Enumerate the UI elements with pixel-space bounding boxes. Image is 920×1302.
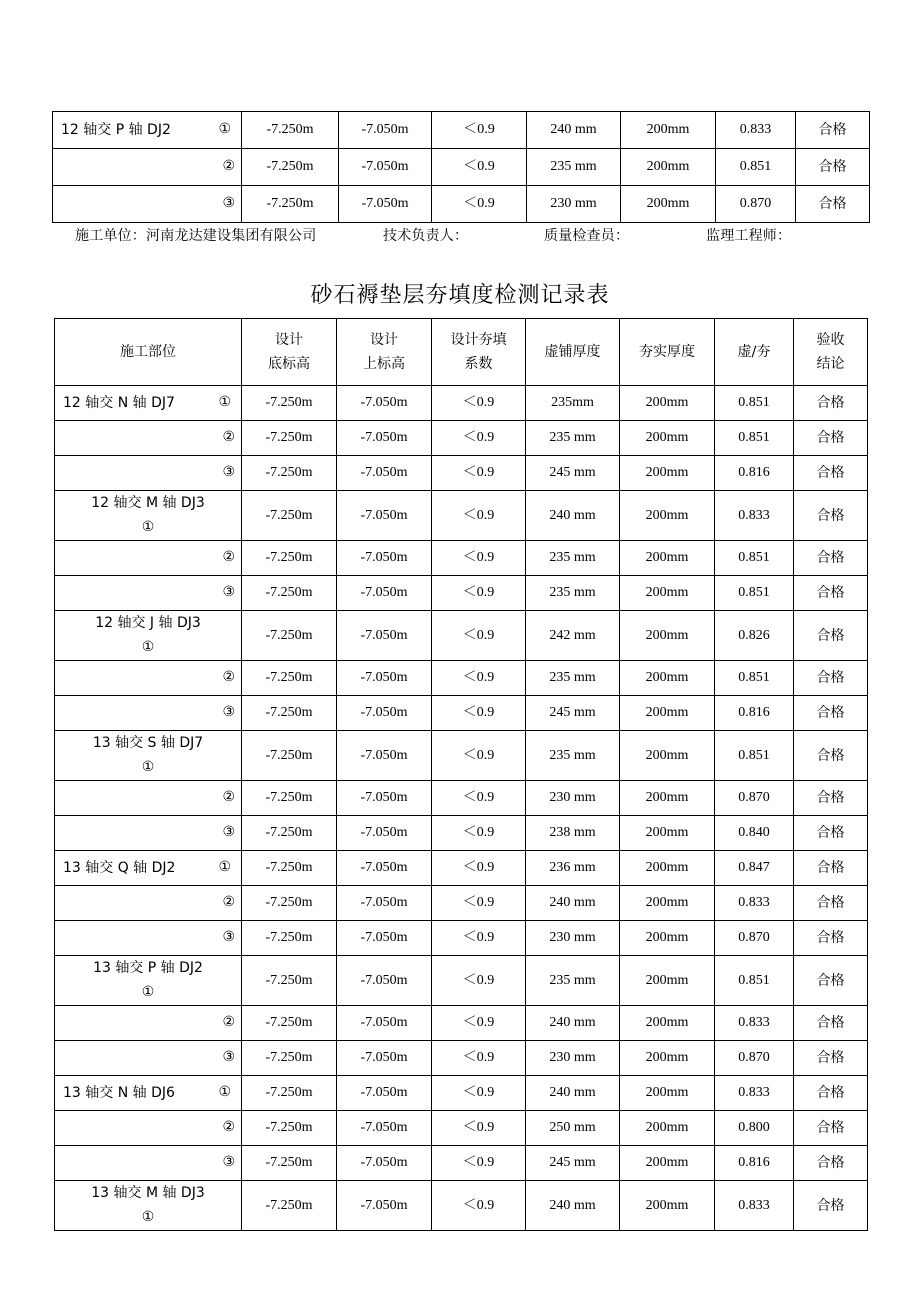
top-elevation-cell: -7.050m — [337, 781, 432, 816]
bottom-elevation-cell: -7.250m — [242, 956, 337, 1006]
result-cell: 合格 — [794, 456, 868, 491]
point-marker: ② — [222, 159, 235, 174]
bottom-elevation-cell: -7.250m — [242, 491, 337, 541]
top-elevation-cell: -7.050m — [337, 696, 432, 731]
table-row — [55, 386, 868, 421]
point-marker: ① — [141, 520, 155, 535]
table-row — [55, 1181, 868, 1231]
technical-lead-label: 技术负责人： — [383, 228, 469, 244]
location-text: 13 轴交 S 轴 DJ7 — [92, 735, 204, 751]
point-marker: ① — [218, 1085, 231, 1100]
loose-thickness-cell: 242 mm — [526, 611, 620, 661]
coefficient-cell: ＜0.9 — [432, 541, 526, 576]
compacted-thickness-cell: 200mm — [620, 886, 715, 921]
table-row — [55, 421, 868, 456]
compacted-thickness-cell: 200mm — [620, 386, 715, 421]
loose-thickness-cell: 235 mm — [526, 576, 620, 611]
location-cell — [55, 576, 242, 611]
ratio-cell: 0.833 — [715, 1076, 794, 1111]
result-cell: 合格 — [794, 661, 868, 696]
location-cell — [55, 1181, 242, 1231]
point-marker: ② — [222, 550, 235, 565]
top-elevation-cell: -7.050m — [339, 186, 432, 223]
compacted-thickness-cell: 200mm — [620, 1006, 715, 1041]
ratio-cell: 0.816 — [715, 456, 794, 491]
location-text: 12 轴交 M 轴 DJ3 — [91, 495, 205, 511]
bottom-elevation-cell: -7.250m — [242, 386, 337, 421]
top-elevation-cell: -7.050m — [337, 386, 432, 421]
result-cell: 合格 — [794, 921, 868, 956]
table-row — [55, 921, 868, 956]
bottom-elevation-cell: -7.250m — [242, 1111, 337, 1146]
top-elevation-cell: -7.050m — [337, 956, 432, 1006]
top-record-table — [52, 111, 870, 223]
ratio-cell: 0.826 — [715, 611, 794, 661]
location-cell — [55, 541, 242, 576]
table-row — [55, 1076, 868, 1111]
result-cell: 合格 — [794, 886, 868, 921]
bottom-elevation-cell: -7.250m — [242, 816, 337, 851]
loose-thickness-cell: 230 mm — [526, 781, 620, 816]
top-table-body — [53, 112, 870, 223]
result-cell: 合格 — [794, 731, 868, 781]
result-cell: 合格 — [794, 816, 868, 851]
location-cell — [55, 696, 242, 731]
top-elevation-cell: -7.050m — [337, 1076, 432, 1111]
result-cell: 合格 — [794, 1181, 868, 1231]
ratio-cell: 0.833 — [715, 1181, 794, 1231]
result-cell: 合格 — [794, 851, 868, 886]
table-row — [55, 816, 868, 851]
ratio-cell: 0.851 — [715, 541, 794, 576]
result-cell: 合格 — [794, 541, 868, 576]
table-row — [53, 186, 870, 223]
top-elevation-cell: -7.050m — [337, 611, 432, 661]
top-elevation-cell: -7.050m — [337, 731, 432, 781]
header-bottom-elevation — [242, 319, 337, 386]
location-cell — [55, 386, 242, 421]
point-marker: ① — [141, 640, 155, 655]
ratio-cell: 0.800 — [715, 1111, 794, 1146]
ratio-cell: 0.851 — [715, 576, 794, 611]
loose-thickness-cell: 240 mm — [526, 1076, 620, 1111]
point-marker: ② — [222, 1120, 235, 1135]
table-row — [55, 851, 868, 886]
point-marker: ① — [218, 395, 231, 410]
bottom-elevation-cell: -7.250m — [242, 731, 337, 781]
loose-thickness-cell: 245 mm — [526, 456, 620, 491]
top-elevation-cell: -7.050m — [339, 149, 432, 186]
location-cell — [55, 731, 242, 781]
point-marker: ③ — [222, 1050, 235, 1065]
ratio-cell: 0.870 — [715, 781, 794, 816]
location-cell — [55, 456, 242, 491]
table-row — [55, 491, 868, 541]
coefficient-cell: ＜0.9 — [432, 886, 526, 921]
result-cell: 合格 — [794, 386, 868, 421]
signature-line — [75, 225, 791, 245]
table-row — [55, 956, 868, 1006]
loose-thickness-cell: 230 mm — [526, 1041, 620, 1076]
coefficient-cell: ＜0.9 — [432, 1006, 526, 1041]
ratio-cell: 0.851 — [716, 149, 796, 186]
bottom-elevation-cell: -7.250m — [242, 112, 339, 149]
result-cell: 合格 — [794, 421, 868, 456]
location-cell — [55, 1146, 242, 1181]
loose-thickness-cell: 240 mm — [526, 1006, 620, 1041]
coefficient-cell: ＜0.9 — [432, 1041, 526, 1076]
compacted-thickness-cell: 200mm — [620, 1181, 715, 1231]
result-cell: 合格 — [794, 956, 868, 1006]
bottom-elevation-cell: -7.250m — [242, 921, 337, 956]
point-marker: ③ — [222, 705, 235, 720]
loose-thickness-cell: 235 mm — [527, 149, 621, 186]
loose-thickness-cell: 236 mm — [526, 851, 620, 886]
point-marker: ② — [222, 790, 235, 805]
bottom-elevation-cell: -7.250m — [242, 781, 337, 816]
coefficient-cell: ＜0.9 — [432, 1076, 526, 1111]
top-elevation-cell: -7.050m — [337, 851, 432, 886]
table-row — [55, 661, 868, 696]
coefficient-cell: ＜0.9 — [432, 781, 526, 816]
header-coefficient-line1: 设计夯填 — [450, 332, 507, 348]
location-cell — [55, 661, 242, 696]
location-cell — [55, 1076, 242, 1111]
location-cell — [55, 816, 242, 851]
top-elevation-cell: -7.050m — [337, 1006, 432, 1041]
coefficient-cell: ＜0.9 — [432, 491, 526, 541]
ratio-cell: 0.816 — [715, 1146, 794, 1181]
location-cell — [55, 921, 242, 956]
coefficient-cell: ＜0.9 — [432, 386, 526, 421]
location-cell — [55, 851, 242, 886]
compacted-thickness-cell: 200mm — [620, 661, 715, 696]
table-row — [55, 456, 868, 491]
loose-thickness-cell: 235 mm — [526, 541, 620, 576]
point-marker: ② — [222, 1015, 235, 1030]
location-cell — [55, 611, 242, 661]
ratio-cell: 0.833 — [715, 886, 794, 921]
loose-thickness-cell: 245 mm — [526, 696, 620, 731]
point-marker: ① — [141, 760, 155, 775]
top-elevation-cell: -7.050m — [337, 816, 432, 851]
location-cell — [53, 149, 242, 186]
location-cell — [55, 781, 242, 816]
result-cell: 合格 — [794, 1006, 868, 1041]
result-cell: 合格 — [794, 1146, 868, 1181]
header-bottom-elevation-line1: 设计 — [275, 332, 303, 348]
result-cell: 合格 — [794, 611, 868, 661]
location-text: 13 轴交 M 轴 DJ3 — [91, 1185, 205, 1201]
point-marker: ① — [141, 1210, 155, 1225]
loose-thickness-cell: 235mm — [526, 386, 620, 421]
compacted-thickness-cell: 200mm — [620, 1041, 715, 1076]
location-cell — [53, 112, 242, 149]
table-row — [55, 731, 868, 781]
ratio-cell: 0.840 — [715, 816, 794, 851]
location-text: 13 轴交 P 轴 DJ2 — [93, 960, 203, 976]
loose-thickness-cell: 235 mm — [526, 421, 620, 456]
compacted-thickness-cell: 200mm — [620, 731, 715, 781]
compacted-thickness-cell: 200mm — [620, 1076, 715, 1111]
header-result-line2: 结论 — [816, 356, 845, 372]
result-cell: 合格 — [796, 149, 870, 186]
compacted-thickness-cell: 200mm — [620, 781, 715, 816]
result-cell: 合格 — [794, 1111, 868, 1146]
table-row — [55, 781, 868, 816]
top-elevation-cell: -7.050m — [337, 1111, 432, 1146]
coefficient-cell: ＜0.9 — [432, 731, 526, 781]
compacted-thickness-cell: 200mm — [620, 1146, 715, 1181]
ratio-cell: 0.870 — [715, 921, 794, 956]
location-text: 12 轴交 J 轴 DJ3 — [95, 615, 201, 631]
top-elevation-cell: -7.050m — [337, 576, 432, 611]
bottom-elevation-cell: -7.250m — [242, 149, 339, 186]
location-text: 12 轴交 N 轴 DJ7 — [63, 394, 175, 411]
coefficient-cell: ＜0.9 — [432, 421, 526, 456]
compacted-thickness-cell: 200mm — [620, 611, 715, 661]
location-text: 13 轴交 Q 轴 DJ2 — [63, 859, 176, 876]
location-text: 12 轴交 P 轴 DJ2 — [61, 121, 171, 138]
point-marker: ③ — [222, 585, 235, 600]
bottom-elevation-cell: -7.250m — [242, 456, 337, 491]
bottom-elevation-cell: -7.250m — [242, 1076, 337, 1111]
header-top-elevation — [337, 319, 432, 386]
ratio-cell: 0.816 — [715, 696, 794, 731]
result-cell: 合格 — [794, 576, 868, 611]
location-cell — [55, 1041, 242, 1076]
table-row — [55, 541, 868, 576]
compaction-record-table — [54, 318, 868, 1231]
point-marker: ③ — [222, 825, 235, 840]
bottom-elevation-cell: -7.250m — [242, 186, 339, 223]
loose-thickness-cell: 238 mm — [526, 816, 620, 851]
ratio-cell: 0.833 — [715, 1006, 794, 1041]
result-cell: 合格 — [794, 781, 868, 816]
bottom-elevation-cell: -7.250m — [242, 576, 337, 611]
header-coefficient-line2: 系数 — [464, 356, 493, 372]
coefficient-cell: ＜0.9 — [432, 851, 526, 886]
point-marker: ③ — [222, 1155, 235, 1170]
coefficient-cell: ＜0.9 — [432, 921, 526, 956]
bottom-elevation-cell: -7.250m — [242, 661, 337, 696]
coefficient-cell: ＜0.9 — [432, 456, 526, 491]
coefficient-cell: ＜0.9 — [432, 816, 526, 851]
ratio-cell: 0.851 — [715, 731, 794, 781]
coefficient-cell: ＜0.9 — [432, 956, 526, 1006]
point-marker: ③ — [222, 465, 235, 480]
bottom-elevation-cell: -7.250m — [242, 541, 337, 576]
header-top-elevation-line1: 设计 — [370, 332, 398, 348]
coefficient-cell: ＜0.9 — [432, 112, 527, 149]
bottom-elevation-cell: -7.250m — [242, 1181, 337, 1231]
compaction-table-body — [55, 386, 868, 1231]
table-row — [55, 576, 868, 611]
quality-inspector-label: 质量检查员： — [544, 228, 630, 244]
location-text: 13 轴交 N 轴 DJ6 — [63, 1084, 175, 1101]
loose-thickness-cell: 250 mm — [526, 1111, 620, 1146]
coefficient-cell: ＜0.9 — [432, 696, 526, 731]
header-compacted-thickness: 夯实厚度 — [620, 319, 715, 386]
location-cell — [55, 491, 242, 541]
loose-thickness-cell: 235 mm — [526, 956, 620, 1006]
header-ratio: 虚/夯 — [715, 319, 794, 386]
coefficient-cell: ＜0.9 — [432, 149, 527, 186]
coefficient-cell: ＜0.9 — [432, 1111, 526, 1146]
compacted-thickness-cell: 200mm — [620, 491, 715, 541]
table-row — [55, 1006, 868, 1041]
compacted-thickness-cell: 200mm — [620, 921, 715, 956]
loose-thickness-cell: 235 mm — [526, 731, 620, 781]
ratio-cell: 0.851 — [715, 956, 794, 1006]
point-marker: ① — [218, 860, 231, 875]
point-marker: ② — [222, 670, 235, 685]
point-marker: ① — [218, 122, 231, 137]
bottom-elevation-cell: -7.250m — [242, 1146, 337, 1181]
point-marker: ② — [222, 895, 235, 910]
point-marker: ③ — [222, 930, 235, 945]
point-marker: ② — [222, 430, 235, 445]
compacted-thickness-cell: 200mm — [620, 576, 715, 611]
location-cell — [55, 956, 242, 1006]
compacted-thickness-cell: 200mm — [620, 541, 715, 576]
top-elevation-cell: -7.050m — [337, 921, 432, 956]
table-row — [55, 611, 868, 661]
loose-thickness-cell: 230 mm — [526, 921, 620, 956]
coefficient-cell: ＜0.9 — [432, 576, 526, 611]
location-cell — [55, 886, 242, 921]
bottom-elevation-cell: -7.250m — [242, 1006, 337, 1041]
bottom-elevation-cell: -7.250m — [242, 696, 337, 731]
compacted-thickness-cell: 200mm — [621, 186, 716, 223]
location-cell — [55, 421, 242, 456]
loose-thickness-cell: 240 mm — [526, 1181, 620, 1231]
location-cell — [53, 186, 242, 223]
location-cell — [55, 1006, 242, 1041]
ratio-cell: 0.833 — [715, 491, 794, 541]
ratio-cell: 0.870 — [715, 1041, 794, 1076]
point-marker: ③ — [222, 196, 235, 211]
top-elevation-cell: -7.050m — [337, 421, 432, 456]
loose-thickness-cell: 240 mm — [527, 112, 621, 149]
top-elevation-cell: -7.050m — [337, 661, 432, 696]
compacted-thickness-cell: 200mm — [620, 696, 715, 731]
header-result — [794, 319, 868, 386]
coefficient-cell: ＜0.9 — [432, 186, 527, 223]
compacted-thickness-cell: 200mm — [621, 112, 716, 149]
bottom-elevation-cell: -7.250m — [242, 886, 337, 921]
header-bottom-elevation-line2: 底标高 — [268, 356, 310, 372]
compacted-thickness-cell: 200mm — [620, 1111, 715, 1146]
top-elevation-cell: -7.050m — [337, 1146, 432, 1181]
table-row — [55, 886, 868, 921]
top-elevation-cell: -7.050m — [337, 456, 432, 491]
loose-thickness-cell: 230 mm — [527, 186, 621, 223]
ratio-cell: 0.833 — [716, 112, 796, 149]
result-cell: 合格 — [796, 186, 870, 223]
ratio-cell: 0.847 — [715, 851, 794, 886]
table-row — [53, 112, 870, 149]
compacted-thickness-cell: 200mm — [620, 816, 715, 851]
coefficient-cell: ＜0.9 — [432, 1181, 526, 1231]
ratio-cell: 0.851 — [715, 661, 794, 696]
compacted-thickness-cell: 200mm — [620, 456, 715, 491]
table-row — [55, 696, 868, 731]
point-marker: ① — [141, 985, 155, 1000]
top-elevation-cell: -7.050m — [337, 1041, 432, 1076]
table-row — [53, 149, 870, 186]
compacted-thickness-cell: 200mm — [620, 956, 715, 1006]
top-elevation-cell: -7.050m — [339, 112, 432, 149]
ratio-cell: 0.851 — [715, 386, 794, 421]
top-elevation-cell: -7.050m — [337, 1181, 432, 1231]
result-cell: 合格 — [796, 112, 870, 149]
loose-thickness-cell: 245 mm — [526, 1146, 620, 1181]
header-loose-thickness: 虚铺厚度 — [526, 319, 620, 386]
result-cell: 合格 — [794, 491, 868, 541]
top-elevation-cell: -7.050m — [337, 491, 432, 541]
bottom-elevation-cell: -7.250m — [242, 611, 337, 661]
top-elevation-cell: -7.050m — [337, 886, 432, 921]
coefficient-cell: ＜0.9 — [432, 1146, 526, 1181]
bottom-elevation-cell: -7.250m — [242, 851, 337, 886]
coefficient-cell: ＜0.9 — [432, 611, 526, 661]
supervising-engineer-label: 监理工程师： — [706, 228, 792, 244]
location-cell — [55, 1111, 242, 1146]
result-cell: 合格 — [794, 1041, 868, 1076]
bottom-elevation-cell: -7.250m — [242, 1041, 337, 1076]
table-header-row — [55, 319, 868, 386]
compacted-thickness-cell: 200mm — [620, 421, 715, 456]
loose-thickness-cell: 235 mm — [526, 661, 620, 696]
header-top-elevation-line2: 上标高 — [363, 356, 405, 372]
page-title: 砂石褥垫层夯填度检测记录表 — [310, 283, 610, 308]
table-row — [55, 1146, 868, 1181]
bottom-elevation-cell: -7.250m — [242, 421, 337, 456]
table-row — [55, 1041, 868, 1076]
ratio-cell: 0.870 — [716, 186, 796, 223]
loose-thickness-cell: 240 mm — [526, 886, 620, 921]
header-location: 施工部位 — [55, 319, 242, 386]
loose-thickness-cell: 240 mm — [526, 491, 620, 541]
top-elevation-cell: -7.050m — [337, 541, 432, 576]
compacted-thickness-cell: 200mm — [620, 851, 715, 886]
table-row — [55, 1111, 868, 1146]
coefficient-cell: ＜0.9 — [432, 661, 526, 696]
header-coefficient — [432, 319, 526, 386]
compacted-thickness-cell: 200mm — [621, 149, 716, 186]
result-cell: 合格 — [794, 696, 868, 731]
construction-unit: 施工单位：河南龙达建设集团有限公司 — [75, 228, 317, 244]
ratio-cell: 0.851 — [715, 421, 794, 456]
header-result-line1: 验收 — [816, 332, 845, 348]
result-cell: 合格 — [794, 1076, 868, 1111]
